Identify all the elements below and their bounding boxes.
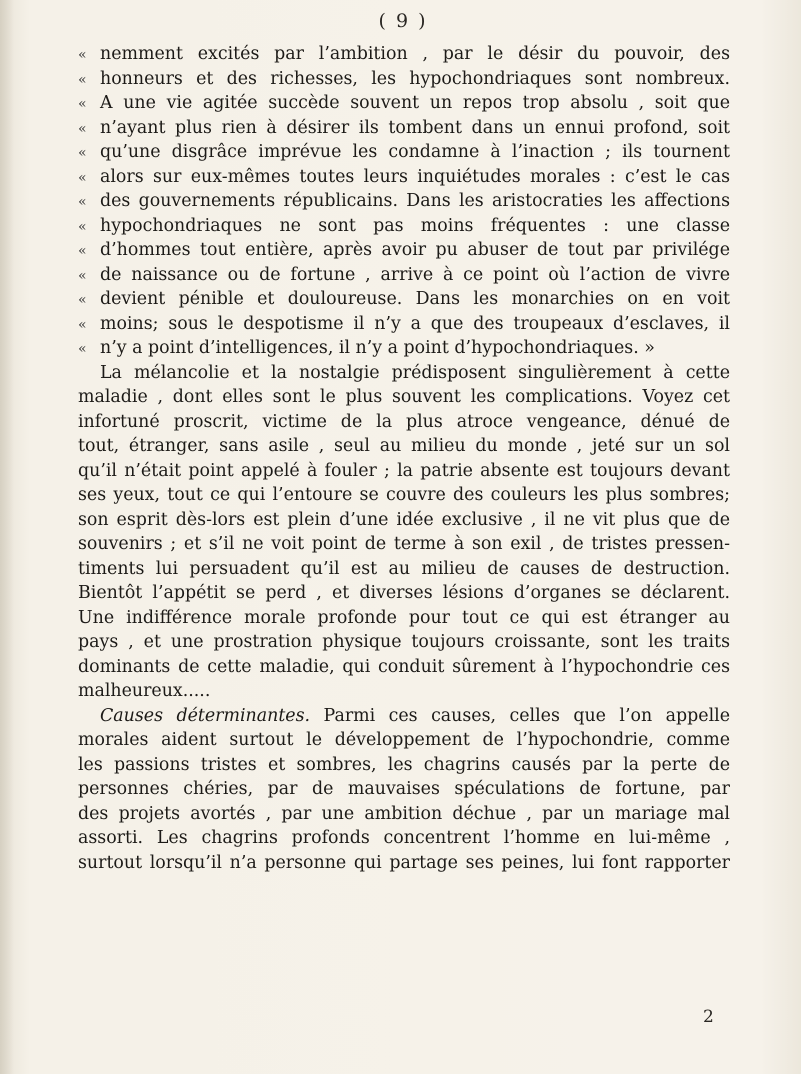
text-line (78, 802, 730, 827)
line-text: devient pénible et douloureuse. Dans les monarchies on en voit (100, 289, 730, 309)
guillemet-mark: « (78, 218, 87, 235)
guillemet-mark: « (78, 96, 87, 112)
signature-mark: 2 (703, 1007, 714, 1027)
line-text: dominants de cette maladie, qui conduit sûrement à l’hypochondrie ces (78, 656, 730, 677)
text-line (78, 189, 730, 214)
text-line (78, 655, 730, 680)
line-text: hypochondriaques ne sont pas moins fréquentes : une classe (100, 215, 730, 236)
guillemet-mark: « (78, 194, 87, 210)
line-text: alors sur eux-mêmes toutes leurs inquiétudes morales : c’est le cas (100, 166, 730, 187)
text-line (78, 581, 730, 606)
line-text: morales aident surtout le développement de l’hypochondrie, comme (78, 730, 730, 750)
text-line (78, 851, 730, 876)
line-text: Une indifférence morale profonde pour tout ce qui est étranger au (78, 607, 730, 628)
guillemet-mark: « (78, 341, 87, 357)
text-line (78, 67, 730, 92)
guillemet-mark: « (78, 292, 87, 308)
line-text: nemment excités par l’ambition , par le désir du pouvoir, des (100, 44, 730, 64)
text-line (78, 459, 730, 484)
line-text: personnes chéries, par de mauvaises spéculations de fortune, par (78, 779, 730, 799)
line-text: Parmi ces causes, celles que l’on appelle (310, 705, 730, 726)
guillemet-mark: « (78, 316, 87, 333)
text-line (78, 238, 730, 263)
line-text: surtout lorsqu’il n’a personne qui partage ses peines, lui font rapporter (78, 852, 730, 873)
line-text: timents lui persuadent qu’il est au milieu de causes de destruction. (78, 558, 730, 579)
line-text: des gouvernements républicains. Dans les aristocraties les affections (100, 191, 730, 211)
text-line (78, 508, 730, 533)
line-text: les passions tristes et sombres, les chagrins causés par la perte de (78, 754, 730, 775)
section-heading-italic: Causes déterminantes. (100, 705, 311, 726)
line-text: d’hommes tout entière, après avoir pu abuser de tout par privilége (100, 240, 730, 260)
text-line (78, 165, 730, 190)
text-line (78, 116, 730, 141)
text-line (78, 263, 730, 288)
text-line (78, 753, 730, 778)
text-line (78, 214, 730, 239)
body-text (78, 42, 730, 875)
text-line (78, 630, 730, 655)
line-text: A une vie agitée succède souvent un repos trop absolu , soit que (100, 93, 730, 113)
guillemet-mark: « (78, 47, 87, 63)
text-line (78, 777, 730, 802)
text-line (78, 361, 730, 386)
text-line (78, 336, 730, 361)
line-text: infortuné proscrit, victime de la plus atroce vengeance, dénué de (78, 411, 730, 432)
text-line (78, 557, 730, 582)
guillemet-mark: « (78, 169, 87, 186)
text-line (78, 679, 730, 704)
line-text: moins; sous le despotisme il n’y a que des troupeaux d’esclaves, il (100, 313, 730, 334)
text-line (78, 826, 730, 851)
line-text: ses yeux, tout ce qui l’entoure se couvre des couleurs les plus sombres; (78, 485, 730, 505)
guillemet-mark: « (78, 145, 87, 161)
text-line (78, 606, 730, 631)
text-line (78, 532, 730, 557)
line-text: malheureux..... (78, 681, 211, 701)
text-line (78, 410, 730, 435)
line-text: honneurs et des richesses, les hypochondriaques sont nombreux. (100, 68, 730, 89)
text-line (78, 42, 730, 67)
guillemet-mark: « (78, 71, 87, 88)
text-line (78, 483, 730, 508)
line-text: La mélancolie et la nostalgie prédisposent singulièrement à cette (100, 362, 730, 383)
line-text: de naissance ou de fortune , arrive à ce point où l’action de vivre (100, 264, 730, 285)
line-text: assorti. Les chagrins profonds concentrent l’homme en lui-même , (78, 828, 730, 848)
page-number: ( 9 ) (378, 10, 428, 32)
line-text: n’ayant plus rien à désirer ils tombent dans un ennui profond, soit (100, 117, 730, 138)
line-text: qu’une disgrâce imprévue les condamne à l’inaction ; ils tournent (100, 142, 730, 162)
line-text: des projets avortés , par une ambition déchue , par un mariage mal (78, 803, 730, 824)
guillemet-mark: « (78, 120, 87, 137)
line-text: Bientôt l’appétit se perd , et diverses lésions d’organes se déclarent. (78, 583, 730, 603)
text-line (78, 704, 730, 729)
guillemet-mark: « (78, 267, 87, 284)
text-line (78, 140, 730, 165)
text-line (78, 728, 730, 753)
text-line (78, 385, 730, 410)
line-text: pays , et une prostration physique toujours croissante, sont les traits (78, 632, 730, 652)
guillemet-mark: « (78, 243, 87, 259)
line-text: qu’il n’était point appelé à fouler ; la patrie absente est toujours devant (78, 460, 730, 481)
text-line (78, 434, 730, 459)
text-line (78, 91, 730, 116)
line-text: tout, étranger, sans asile , seul au milieu du monde , jeté sur un sol (78, 436, 730, 456)
page-gutter-shadow (0, 0, 14, 1074)
text-line (78, 287, 730, 312)
line-text: son esprit dès-lors est plein d’une idée exclusive , il ne vit plus que de (78, 509, 730, 530)
line-text: souvenirs ; et s’il ne voit point de terme à son exil , de tristes pressen- (78, 534, 730, 554)
line-text: n’y a point d’intelligences, il n’y a point d’hypochondriaques. » (100, 338, 655, 358)
line-text: maladie , dont elles sont le plus souvent les complications. Voyez cet (78, 387, 730, 407)
text-line (78, 312, 730, 337)
